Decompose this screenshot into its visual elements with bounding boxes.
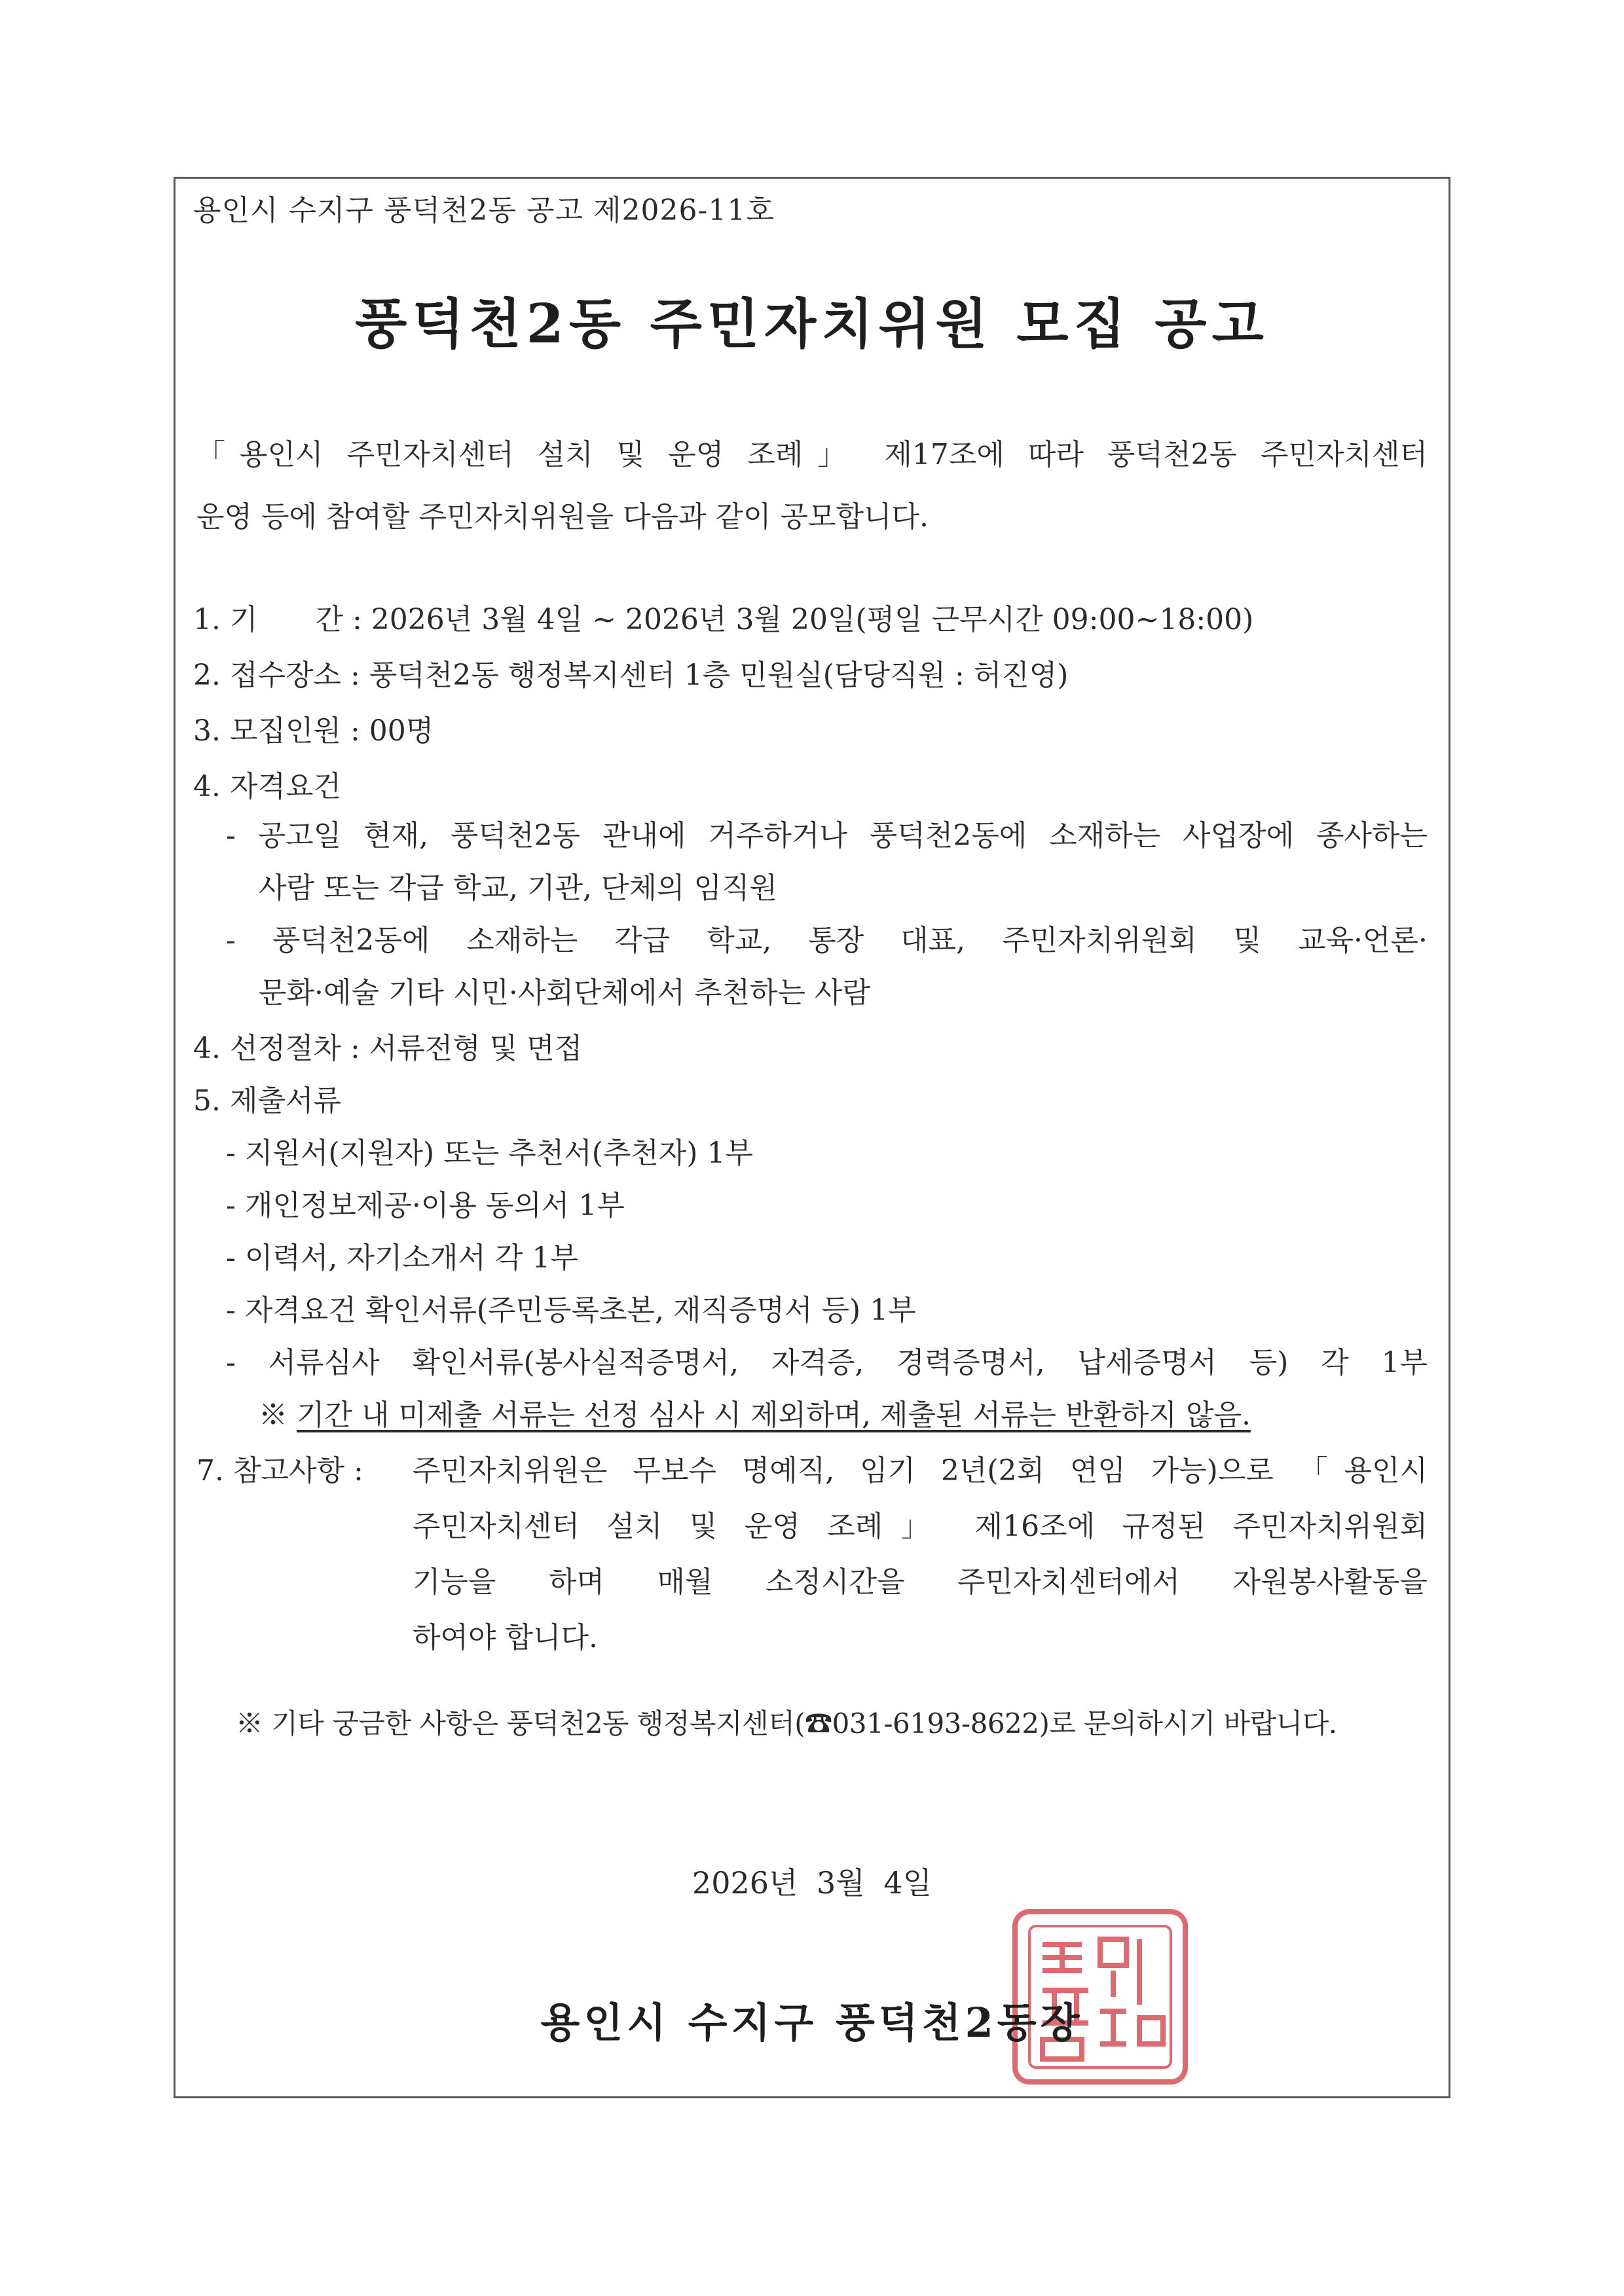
document-1: - 지원서(지원자) 또는 추천서(추천자) 1부 bbox=[226, 1137, 754, 1170]
documents-note bbox=[259, 1391, 1251, 1433]
qualification-2-line-2: 문화·예술 기타 시민·사회단체에서 추천하는 사람 bbox=[259, 976, 870, 1010]
item-documents-heading: 5. 제출서류 bbox=[193, 1084, 341, 1118]
intro-line-2: 운영 등에 참여할 주민자치위원을 다음과 같이 공모합니다. bbox=[196, 500, 929, 534]
document-5: - 서류심사 확인서류(봉사실적증명서, 자격증, 경력증명서, 납세증명서 등) 각 1부 bbox=[226, 1346, 1428, 1379]
document-4: - 자격요건 확인서류(주민등록초본, 재직증명서 등) 1부 bbox=[226, 1294, 916, 1327]
contact-note: ※ 기타 궁금한 사항은 풍덕천2동 행정복지센터(☎031-6193-8622)로 문의하시기 바랍니다. bbox=[236, 1707, 1337, 1740]
reference-line-2: 주민자치센터 설치 및 운영 조례」 제16조에 규정된 주민자치위원회 bbox=[413, 1510, 1428, 1543]
issuer-name: 용인시 수지구 풍덕천2동장 bbox=[540, 1999, 1084, 2047]
document-title: 풍덕천2동 주민자치위원 모집 공고 bbox=[355, 293, 1269, 355]
reference-line-4: 하여야 합니다. bbox=[413, 1621, 598, 1654]
item-selection: 4. 선정절차 : 서류전형 및 면접 bbox=[193, 1032, 583, 1065]
notice-number: 용인시 수지구 풍덕천2동 공고 제2026-11호 bbox=[193, 194, 775, 227]
item-place: 2. 접수장소 : 풍덕천2동 행정복지센터 1층 민원실(담당직원 : 허진영) bbox=[193, 659, 1069, 692]
reference-line-3: 기능을 하며 매월 소정시간을 주민자치센터에서 자원봉사활동을 bbox=[413, 1565, 1428, 1599]
item-period: 1. 기 간 : 2026년 3월 4일 ~ 2026년 3월 20일(평일 근무시간 09:00~18:00) bbox=[193, 603, 1254, 636]
note-mark: ※ bbox=[259, 1398, 287, 1432]
document-2: - 개인정보제공·이용 동의서 1부 bbox=[226, 1189, 625, 1222]
qualification-2-line-1: - 풍덕천2동에 소재하는 각급 학교, 통장 대표, 주민자치위원회 및 교육·언론· bbox=[226, 924, 1428, 957]
document-3: - 이력서, 자기소개서 각 1부 bbox=[226, 1241, 578, 1275]
intro-line-1: 「용인시 주민자치센터 설치 및 운영 조례」 제17조에 따라 풍덕천2동 주민자치센터 bbox=[196, 438, 1428, 471]
reference-line-1: 주민자치위원은 무보수 명예직, 임기 2년(2회 연임 가능)으로 「용인시 bbox=[413, 1454, 1428, 1487]
qualification-1-line-1: - 공고일 현재, 풍덕천2동 관내에 거주하거나 풍덕천2동에 소재하는 사업장에 종사하는 bbox=[226, 819, 1428, 852]
reference-label: 7. 참고사항 : bbox=[196, 1454, 363, 1487]
qualification-1-line-2: 사람 또는 각급 학교, 기관, 단체의 임직원 bbox=[259, 871, 777, 905]
notice-date: 2026년 3월 4일 bbox=[692, 1865, 932, 1901]
item-qualification-heading: 4. 자격요건 bbox=[193, 770, 341, 803]
note-text: 기간 내 미제출 서류는 선정 심사 시 제외하며, 제출된 서류는 반환하지 않음. bbox=[297, 1398, 1251, 1432]
item-count: 3. 모집인원 : 00명 bbox=[193, 714, 434, 748]
